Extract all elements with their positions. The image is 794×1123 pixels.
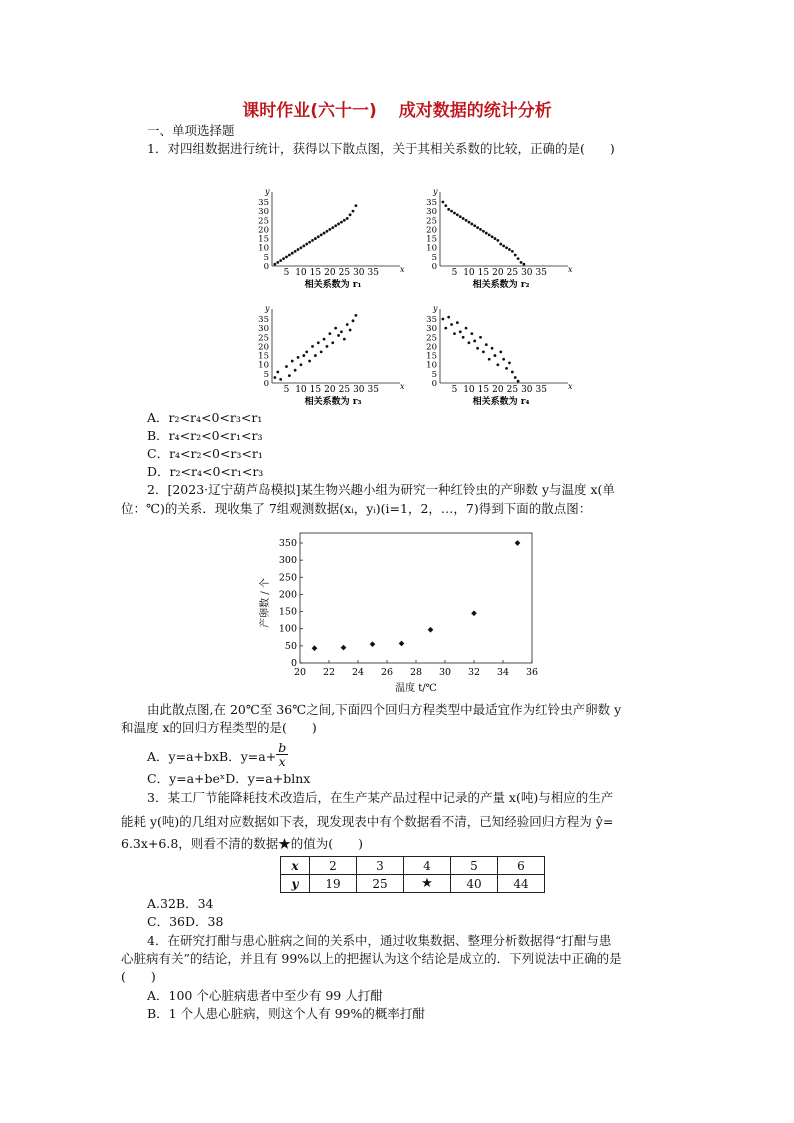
- x-tick-label: 30: [353, 268, 365, 278]
- data-point: [328, 332, 331, 335]
- data-point: [459, 215, 462, 218]
- data-point: [288, 254, 291, 257]
- x-tick-label: 28: [409, 667, 423, 678]
- data-point: [441, 318, 444, 321]
- y-tick-label: 0: [290, 658, 297, 669]
- data-point: [494, 354, 497, 357]
- data-point: [473, 224, 476, 227]
- data-point: [494, 237, 497, 240]
- data-point: [450, 323, 453, 326]
- table-cell: 4: [404, 857, 451, 875]
- data-point: [314, 354, 317, 357]
- y-tick-label: 25: [258, 216, 269, 227]
- data-point: [502, 244, 505, 247]
- data-point: [297, 248, 300, 251]
- q3-options-ab: A.32B．34: [147, 896, 214, 911]
- y-tick-label: 15: [258, 234, 269, 245]
- x-tick-label: 20: [324, 385, 336, 395]
- data-point: [273, 376, 276, 379]
- data-point: [328, 228, 331, 231]
- y-tick-label: 30: [426, 207, 437, 218]
- y-tick-label: 150: [278, 606, 297, 618]
- x-tick-label: 25: [506, 268, 519, 278]
- q4-option-a: A．100 个心脏病患者中至少有 99 人打酣: [147, 988, 383, 1003]
- data-point: [288, 374, 291, 377]
- y-tick-label: 50: [284, 640, 297, 652]
- data-point: [297, 356, 300, 359]
- data-point: [462, 217, 465, 220]
- data-point: [465, 219, 468, 222]
- data-point: [302, 354, 305, 357]
- data-point: [456, 321, 459, 324]
- fraction-denominator: x: [278, 754, 286, 769]
- q1-option-b: B．r₄<r₂<0<r₁<r₃: [147, 428, 263, 443]
- x-tick-label: 22: [322, 667, 336, 678]
- table-header-y: y: [281, 875, 310, 893]
- data-point: [326, 230, 329, 233]
- data-point: [343, 219, 346, 222]
- chart-caption: 相关系数为 r₁: [304, 280, 362, 290]
- data-point: [349, 329, 352, 332]
- data-point: [317, 341, 320, 344]
- y-tick-label: 0: [263, 262, 269, 272]
- y-tick-label: 25: [258, 333, 269, 344]
- y-tick-label: 250: [278, 572, 297, 584]
- q2-stem-line1: 2．[2023·辽宁葫芦岛模拟]某生物兴趣小组为研究一种红铃虫的产卵数 y与温度 x(单: [147, 482, 615, 497]
- x-tick-label: 20: [492, 268, 504, 278]
- y-tick-label: 10: [426, 243, 437, 254]
- chart-caption: 相关系数为 r₂: [472, 280, 530, 290]
- y-tick-label: 25: [426, 216, 437, 227]
- data-point: [428, 627, 434, 633]
- data-point: [340, 330, 343, 333]
- data-point: [515, 540, 521, 546]
- data-point: [447, 316, 450, 319]
- q2-option-a-text: A．y=a+bx: [147, 749, 220, 764]
- y-tick-label: 35: [426, 315, 437, 325]
- table-cell: 5: [451, 857, 498, 875]
- data-point: [346, 217, 349, 220]
- x-tick-label: 30: [438, 667, 452, 678]
- y-tick-label: 25: [426, 333, 437, 344]
- data-point: [308, 360, 311, 363]
- data-point: [340, 221, 343, 224]
- data-point: [312, 645, 318, 651]
- x-axis-label: x: [400, 265, 405, 274]
- data-point: [279, 378, 282, 381]
- y-tick-label: 20: [426, 342, 437, 353]
- data-point: [323, 232, 326, 235]
- data-point: [444, 327, 447, 330]
- data-point: [302, 244, 305, 247]
- data-point: [444, 204, 447, 207]
- data-point: [300, 363, 303, 366]
- data-point: [291, 360, 294, 363]
- x-tick-label: 25: [338, 268, 351, 278]
- q4-option-b: B．1 个人患心脏病，则这个人有 99%的概率打酣: [147, 1006, 425, 1021]
- x-tick-label: 32: [467, 667, 481, 678]
- data-point: [523, 263, 526, 266]
- scatter-chart-r4: [418, 305, 578, 409]
- data-point: [276, 371, 279, 374]
- y-tick-label: 0: [263, 379, 269, 389]
- q3-stem-line2: 能耗 y(吨)的几组对应数据如下表，现发现表中有个数据看不清，已知经验回归方程为 ŷ=: [121, 814, 614, 829]
- data-point: [508, 248, 511, 251]
- x-tick-label: 35: [535, 385, 547, 395]
- x-tick-label: 30: [521, 385, 533, 395]
- data-point: [370, 641, 376, 647]
- y-axis-label: y: [265, 305, 270, 313]
- data-point: [514, 376, 517, 379]
- data-point: [468, 221, 471, 224]
- y-tick-label: 5: [263, 252, 269, 263]
- q1-option-c: C．r₄<r₂<0<r₃<r₁: [147, 446, 263, 461]
- y-axis-label: y: [433, 188, 438, 196]
- data-point: [473, 340, 476, 343]
- data-point: [285, 365, 288, 368]
- table-cell: 19: [310, 875, 357, 893]
- q1-stem: 1．对四组数据进行统计，获得以下散点图，关于其相关系数的比较，正确的是( ): [147, 141, 615, 156]
- table-cell: 3: [357, 857, 404, 875]
- data-point: [465, 327, 468, 330]
- chart-caption: 相关系数为 r₃: [304, 397, 362, 407]
- data-point: [294, 369, 297, 372]
- data-point: [355, 314, 358, 317]
- y-tick-label: 15: [426, 351, 437, 362]
- y-tick-label: 30: [426, 324, 437, 335]
- data-point: [488, 358, 491, 361]
- data-point: [471, 610, 477, 616]
- data-point: [505, 367, 508, 370]
- data-point: [505, 246, 508, 249]
- data-point: [334, 224, 337, 227]
- table-row: [281, 857, 545, 875]
- x-tick-label: 15: [477, 268, 490, 278]
- data-point: [485, 343, 488, 346]
- data-point: [334, 327, 337, 330]
- table-row: [281, 875, 545, 893]
- scatter-chart-eggs-vs-temperature: [252, 528, 552, 698]
- data-point: [453, 212, 456, 215]
- data-point: [305, 243, 308, 246]
- x-tick-label: 10: [295, 385, 307, 395]
- x-tick-label: 15: [477, 385, 490, 395]
- q3-data-table: [280, 856, 545, 893]
- x-tick-label: 26: [380, 667, 394, 678]
- data-point: [352, 319, 355, 322]
- x-tick-label: 20: [324, 268, 336, 278]
- data-point: [282, 257, 285, 260]
- y-tick-label: 0: [431, 379, 437, 389]
- data-point: [308, 241, 311, 244]
- data-point: [453, 332, 456, 335]
- y-tick-label: 30: [258, 324, 269, 335]
- data-point: [311, 239, 314, 242]
- q3-options-cd: C．36D．38: [147, 914, 224, 929]
- data-point: [491, 347, 494, 350]
- x-axis-label: x: [400, 382, 405, 391]
- fraction-numerator: b: [278, 740, 287, 755]
- data-point: [499, 243, 502, 246]
- y-tick-label: 20: [258, 225, 269, 236]
- table-cell: 2: [310, 857, 357, 875]
- q3-stem-line3: 6.3x+6.8，则看不清的数据★的值为( ): [121, 836, 364, 851]
- q2-option-d: D．y=a+blnx: [225, 771, 311, 786]
- q2-option-b-prefix: B．y=a+: [219, 749, 277, 764]
- data-point: [300, 246, 303, 249]
- table-cell: 6: [498, 857, 545, 875]
- data-point: [294, 250, 297, 253]
- q3-stem-line1: 3．某工厂节能降耗技术改造后，在生产某产品过程中记录的产量 x(吨)与相应的生产: [147, 790, 614, 805]
- x-tick-label: 10: [463, 385, 475, 395]
- data-point: [399, 641, 405, 647]
- data-point: [349, 213, 352, 216]
- q4-stem-line2: 心脏病有关”的结论，并且有 99%以上的把握认为这个结论是成立的．下列说法中正确的是: [121, 951, 622, 966]
- y-tick-label: 350: [278, 538, 297, 549]
- data-point: [508, 361, 511, 364]
- data-point: [447, 208, 450, 211]
- title-main: 课时作业(六十一): [242, 101, 377, 121]
- q2-option-b-fraction: [276, 741, 288, 768]
- data-point: [479, 228, 482, 231]
- data-point: [517, 257, 520, 260]
- data-point: [311, 345, 314, 348]
- x-tick-label: 15: [309, 385, 322, 395]
- x-tick-label: 20: [492, 385, 504, 395]
- data-point: [273, 263, 276, 266]
- x-tick-label: 25: [506, 385, 519, 395]
- x-tick-label: 34: [496, 667, 510, 678]
- data-point: [459, 330, 462, 333]
- scatter-chart-r3: [250, 305, 410, 409]
- q2-after-line2: 和温度 x的回归方程类型的是( ): [121, 720, 317, 735]
- y-tick-label: 10: [258, 360, 269, 371]
- page-title: [0, 96, 794, 121]
- data-point: [346, 323, 349, 326]
- data-point: [341, 645, 347, 651]
- y-tick-label: 200: [278, 589, 297, 601]
- x-tick-label: 24: [351, 667, 365, 678]
- x-tick-label: 10: [295, 268, 307, 278]
- table-cell: 40: [451, 875, 498, 893]
- x-tick-label: 20: [293, 667, 307, 678]
- data-point: [326, 345, 329, 348]
- x-tick-label: 5: [451, 385, 458, 395]
- data-point: [517, 380, 520, 383]
- data-point: [323, 338, 326, 341]
- data-point: [485, 232, 488, 235]
- data-point: [488, 234, 491, 237]
- data-point: [482, 230, 485, 233]
- q2-option-cd: [147, 771, 310, 787]
- y-tick-label: 35: [258, 198, 269, 208]
- y-tick-label: 300: [278, 555, 297, 567]
- data-point: [343, 338, 346, 341]
- data-point: [355, 204, 358, 207]
- q2-after-line1: 由此散点图,在 20℃至 36℃之间,下面四个回归方程类型中最适宜作为红铃虫产卵数 y: [147, 702, 622, 717]
- x-axis-title: 温度 t/℃: [395, 683, 437, 694]
- x-tick-label: 30: [521, 268, 533, 278]
- x-tick-label: 15: [309, 268, 322, 278]
- y-tick-label: 20: [426, 225, 437, 236]
- q2-option-c: C．y=a+beˣ: [147, 771, 226, 786]
- data-point: [331, 226, 334, 229]
- x-tick-label: 25: [338, 385, 351, 395]
- y-tick-label: 15: [426, 234, 437, 245]
- data-point: [491, 235, 494, 238]
- x-tick-label: 10: [463, 268, 475, 278]
- x-tick-label: 36: [525, 667, 539, 678]
- y-tick-label: 0: [431, 262, 437, 272]
- y-tick-label: 5: [431, 369, 437, 380]
- y-axis-label: y: [433, 305, 438, 313]
- data-point: [502, 358, 505, 361]
- title-topic: 成对数据的统计分析: [398, 101, 552, 121]
- data-point: [470, 332, 473, 335]
- data-point: [314, 237, 317, 240]
- table-header-x: x: [281, 857, 310, 875]
- data-point: [499, 351, 502, 354]
- q4-stem-line3: ( ): [121, 969, 156, 984]
- plot-frame: [300, 533, 532, 663]
- data-point: [496, 363, 499, 366]
- x-tick-label: 5: [283, 385, 290, 395]
- q2-option-a: [147, 740, 288, 771]
- data-point: [285, 255, 288, 258]
- data-point: [514, 254, 517, 257]
- x-tick-label: 35: [367, 385, 379, 395]
- y-tick-label: 30: [258, 207, 269, 218]
- data-point: [337, 223, 340, 226]
- x-tick-label: 35: [535, 268, 547, 278]
- section-heading: 一、单项选择题: [147, 123, 235, 138]
- scatter-chart-r1: [250, 188, 410, 292]
- data-point: [462, 336, 465, 339]
- y-tick-label: 35: [258, 315, 269, 325]
- q1-option-a: A．r₂<r₄<0<r₃<r₁: [147, 410, 263, 425]
- data-point: [468, 341, 471, 344]
- data-point: [496, 239, 499, 242]
- table-cell: 25: [357, 875, 404, 893]
- y-axis-title: 产卵数 / 个: [260, 578, 271, 628]
- x-tick-label: 5: [451, 268, 458, 278]
- data-point: [279, 259, 282, 262]
- y-tick-label: 5: [263, 369, 269, 380]
- x-tick-label: 35: [367, 268, 379, 278]
- data-point: [511, 371, 514, 374]
- y-tick-label: 15: [258, 351, 269, 362]
- y-tick-label: 5: [431, 252, 437, 263]
- data-point: [291, 252, 294, 255]
- x-axis-label: x: [568, 265, 573, 274]
- data-point: [320, 351, 323, 354]
- data-point: [482, 351, 485, 354]
- table-cell-missing-star: ★: [404, 875, 451, 893]
- q4-stem-line1: 4．在研究打酣与患心脏病之间的关系中，通过收集数据、整理分析数据得“打酣与患: [147, 933, 612, 948]
- q2-stem-line2: 位：℃)的关系．现收集了 7组观测数据(xᵢ，yᵢ)(i=1，2，…，7)得到下面的散点图：: [121, 501, 592, 516]
- data-point: [520, 261, 523, 264]
- y-tick-label: 35: [426, 198, 437, 208]
- data-point: [476, 347, 479, 350]
- data-point: [476, 226, 479, 229]
- data-point: [441, 201, 444, 204]
- q1-option-d: D．r₂<r₄<0<r₁<r₃: [147, 464, 264, 479]
- x-axis-label: x: [568, 382, 573, 391]
- data-point: [305, 351, 308, 354]
- data-point: [320, 234, 323, 237]
- data-point: [479, 336, 482, 339]
- y-tick-label: 10: [258, 243, 269, 254]
- data-point: [276, 261, 279, 264]
- y-axis-label: y: [265, 188, 270, 196]
- data-point: [352, 210, 355, 213]
- data-point: [331, 341, 334, 344]
- data-point: [470, 223, 473, 226]
- scatter-chart-r2: [418, 188, 578, 292]
- table-cell: 44: [498, 875, 545, 893]
- data-point: [450, 210, 453, 213]
- y-tick-label: 20: [258, 342, 269, 353]
- x-tick-label: 5: [283, 268, 290, 278]
- chart-caption: 相关系数为 r₄: [472, 397, 530, 407]
- data-point: [337, 334, 340, 337]
- data-point: [511, 250, 514, 253]
- y-tick-label: 100: [278, 623, 297, 635]
- y-tick-label: 10: [426, 360, 437, 371]
- data-point: [456, 213, 459, 216]
- x-tick-label: 30: [353, 385, 365, 395]
- data-point: [317, 235, 320, 238]
